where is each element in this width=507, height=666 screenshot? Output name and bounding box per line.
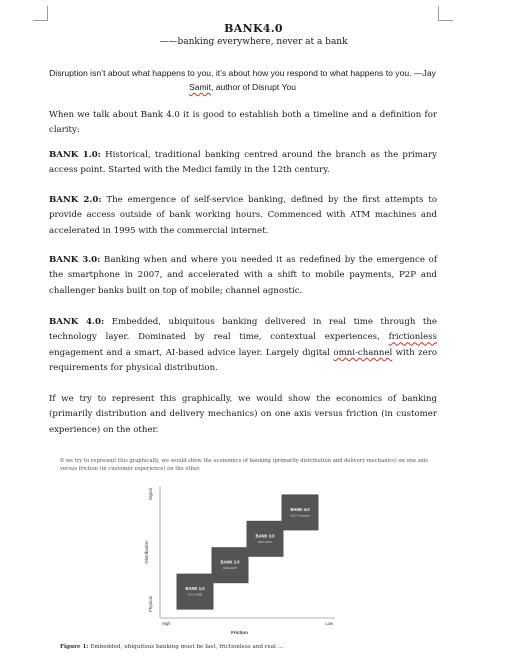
word-frictionless: frictionless: [388, 332, 437, 343]
stage-box-bank-1-0: [177, 574, 214, 610]
x-tick-label-low: Low: [325, 621, 333, 626]
bank3-text: Banking when and where you needed it as redefined by the emergence of the smartphone in 2007, and accelerated with a shift to mobile payments, P2P and challenger banks built on top of mobile; channel agnostic.: [49, 255, 437, 296]
quote-attribution: , author of Disrupt You: [210, 82, 296, 92]
bank2-text: The emergence of self-service banking, defined by the first attempts to provide access outside of bank working hours. Commenced with ATM machines and accelerated in 1995 with the commercial internet.: [49, 195, 437, 236]
figure-caption-label: Figure 1:: [60, 644, 89, 650]
stage-box-bank-3-0: [247, 521, 284, 557]
figure-caption-text: Embedded, ubiquitous banking must be fast, frictionless and real …: [88, 644, 284, 650]
stage-label-bank-3-0: BANK 3.0: [255, 533, 275, 539]
y-axis-label: Distribution: [144, 540, 149, 564]
stage-box-bank-2-0: [212, 547, 249, 583]
bank3-label: BANK 3.0:: [49, 255, 101, 265]
stage-box-bank-4-0: [282, 494, 319, 530]
bank3-paragraph: [49, 253, 437, 299]
bank4-text-mid: engagement and a smart, AI-based advice layer. Largely digital: [49, 347, 334, 358]
graphic-paragraph: If we try to represent this graphically, we would show the economics of banking (primarily distribution and delivery mechanics) on one axis versus friction (in customer experience) on the other.: [49, 394, 437, 435]
y-tick-label-physical: Physical: [148, 596, 153, 612]
quote-author-surname: Samit: [188, 82, 211, 92]
bank2-paragraph: [49, 193, 437, 239]
bank2-label: BANK 2.0:: [49, 195, 102, 205]
bank4-label: BANK 4.0:: [49, 317, 105, 327]
bank1-label: BANK 1.0:: [49, 150, 101, 160]
bank4-text-post: with zero requirements for physical distribution.: [49, 347, 437, 374]
stage-years-bank-2-0: 1980-2007: [222, 566, 238, 571]
stage-label-bank-2-0: BANK 2.0: [220, 559, 240, 565]
intro-paragraph: When we talk about Bank 4.0 it is good to establish both a timeline and a definition for clarity:: [49, 110, 437, 136]
stage-label-bank-4-0: BANK 4.0: [290, 506, 310, 512]
crop-mark-top-right: [438, 6, 453, 21]
bank4-paragraph: [49, 315, 437, 377]
x-tick-label-high: High: [162, 621, 171, 626]
stage-years-bank-4-0: 2017-Onwards: [290, 513, 310, 518]
bank1-text: Historical, traditional banking centred around the branch as the primary access point. Started with the Medici family in the 12th century.: [49, 150, 438, 176]
stage-label-bank-1-0: BANK 1.0: [185, 586, 205, 592]
word-omni-channel: omni-channel: [333, 347, 393, 358]
quote-text: Disruption isn’t about what happens to you, it’s about how you respond to what happens to you. —Jay: [49, 68, 436, 78]
stage-years-bank-3-0: 2007-2017: [257, 539, 273, 544]
crop-mark-top-left: [33, 6, 48, 21]
document-subtitle: ——banking everywhere, never at a bank: [159, 37, 348, 47]
x-axis-label: Friction: [231, 630, 248, 635]
chart-layer: [144, 486, 335, 635]
figure-caption: [60, 644, 283, 650]
friction-distribution-chart: [140, 482, 340, 637]
document-title: BANK4.0: [224, 22, 283, 35]
stage-years-bank-1-0: 1472-1980: [187, 592, 203, 597]
epigraph-quote: [48, 66, 437, 94]
y-tick-label-digital: Digital: [148, 488, 153, 500]
bank4-text-pre: Embedded, ubiquitous banking delivered in real time through the technology layer. Dominated by real time, contextual experiences,: [49, 317, 437, 343]
bank1-paragraph: [49, 148, 437, 179]
figure-embedded-text: If we try to represent this graphically, we would show the economics of banking (primarily distribution and delivery mechanics) on one axis versus friction (in customer experience) on the other.: [60, 458, 429, 472]
